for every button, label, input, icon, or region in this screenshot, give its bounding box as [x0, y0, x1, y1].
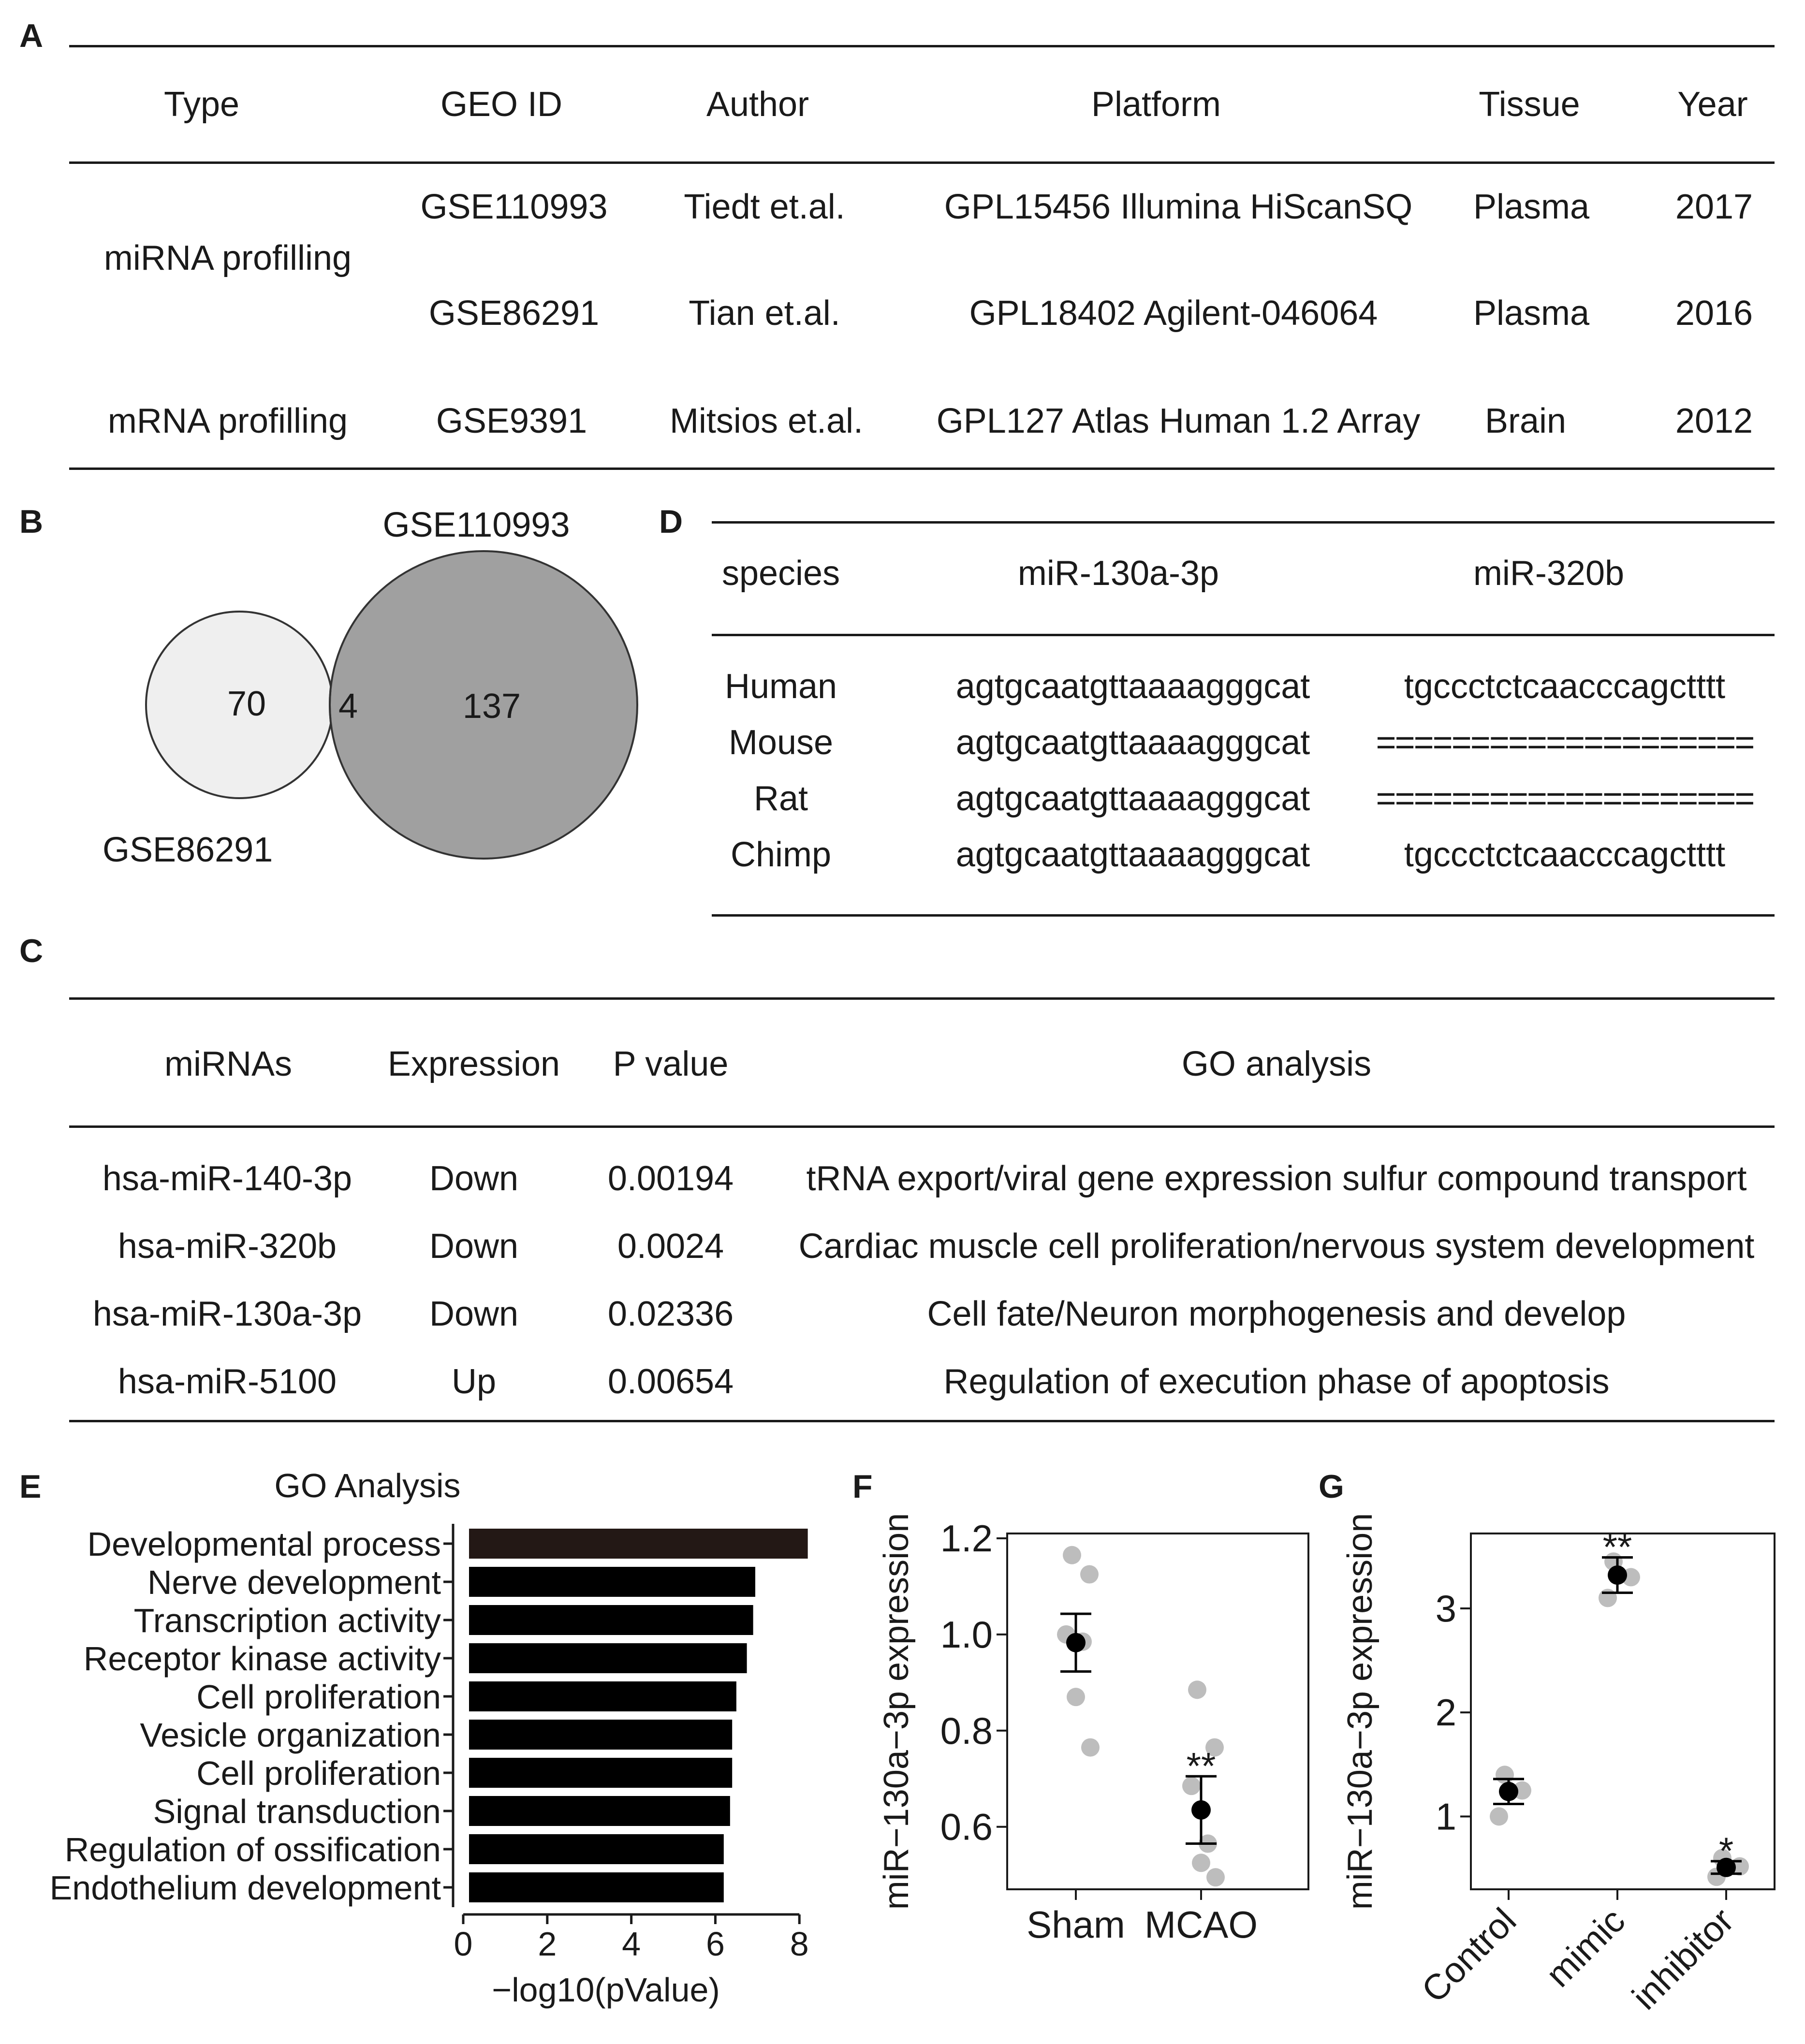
table-row-mir130-seq: agtgcaatgttaaaagggcat [955, 723, 1310, 762]
table-row-go: Cardiac muscle cell proliferation/nervous system development [798, 1227, 1755, 1266]
chart-e-category-label: Cell proliferation [196, 1754, 441, 1792]
table-row-species: Chimp [730, 835, 832, 874]
venn-left-count: 70 [227, 685, 266, 723]
chart-g-y-tick-label: 1 [1435, 1795, 1456, 1838]
table-row-go: tRNA export/viral gene expression sulfur compound transport [806, 1159, 1747, 1198]
chart-f-y-tick-label: 0.8 [940, 1709, 993, 1752]
chart-e-category-label: Signal transduction [153, 1793, 441, 1830]
table-row-geo: GSE110993 [420, 188, 608, 226]
table-row-species: Mouse [728, 723, 834, 762]
chart-e-bar [469, 1872, 724, 1902]
chart-g-data-point [1496, 1766, 1514, 1784]
chart-e-bar [469, 1758, 732, 1788]
chart-g-significance: * [1718, 1829, 1734, 1872]
table-row-mirna: hsa-miR-5100 [117, 1362, 337, 1401]
chart-e-bar [469, 1796, 730, 1826]
chart-e-bar [469, 1720, 732, 1750]
panel-label-e: E [19, 1468, 42, 1505]
table-row-mir320-seq: tgccctctcaacccagctttt [1404, 667, 1726, 706]
chart-g-mean-point [1608, 1565, 1627, 1585]
table-d-header-mir320: miR-320b [1473, 554, 1625, 593]
table-row-pvalue: 0.0024 [617, 1227, 724, 1266]
table-row-author: Mitsios et.al. [669, 402, 864, 440]
table-d-header-mir130: miR-130a-3p [1017, 554, 1219, 593]
table-row-tissue: Brain [1484, 402, 1567, 440]
chart-e-bar [469, 1567, 755, 1597]
table-a-header-geo: GEO ID [440, 85, 563, 124]
chart-e-category-label: Receptor kinase activity [83, 1640, 441, 1678]
table-row-geo: GSE86291 [428, 294, 600, 333]
chart-f-data-point [1080, 1565, 1099, 1584]
chart-f-y-label: miR−130a−3p expression [877, 1513, 916, 1910]
chart-f-data-point [1206, 1868, 1225, 1886]
chart-e-category-label: Nerve development [147, 1563, 441, 1601]
panel-label-c: C [19, 933, 44, 969]
chart-e-bar [469, 1834, 724, 1864]
table-row-expression: Down [429, 1295, 519, 1333]
table-c-header-go: GO analysis [1181, 1045, 1372, 1083]
panel-label-b: B [19, 503, 44, 540]
table-c-header-pvalue: P value [613, 1045, 729, 1083]
table-a-header-platform: Platform [1091, 85, 1221, 124]
table-row-author: Tiedt et.al. [684, 188, 845, 226]
table-a-header-tissue: Tissue [1479, 85, 1580, 124]
chart-f-y-tick-label: 1.2 [940, 1517, 993, 1560]
table-row-tissue: Plasma [1473, 294, 1590, 333]
table-c-header-expression: Expression [387, 1045, 560, 1083]
chart-e-category-label: Endothelium development [49, 1869, 441, 1907]
table-row-mirna: hsa-miR-130a-3p [92, 1295, 362, 1333]
panel-label-a: A [19, 17, 44, 54]
table-row-platform: GPL18402 Agilent-046064 [969, 294, 1378, 333]
table-row-author: Tian et.al. [689, 294, 840, 333]
chart-e-x-label: −log10(pValue) [492, 1971, 720, 2009]
table-row-tissue: Plasma [1473, 188, 1590, 226]
table-row-pvalue: 0.00194 [607, 1159, 734, 1198]
chart-e-x-tick-label: 2 [538, 1925, 557, 1963]
chart-e-category-label: Regulation of ossification [64, 1831, 441, 1869]
table-row-year: 2017 [1675, 188, 1753, 226]
table-row-platform: GPL127 Atlas Human 1.2 Array [936, 402, 1421, 440]
venn-right-count: 137 [462, 687, 521, 726]
table-a-header-author: Author [706, 85, 809, 124]
panel-label-f: F [852, 1468, 873, 1505]
chart-f-frame [1007, 1533, 1308, 1889]
chart-f-data-point [1188, 1680, 1206, 1699]
chart-e-title: GO Analysis [274, 1467, 461, 1504]
chart-e-category-label: Developmental process [87, 1525, 441, 1563]
table-row-mir130-seq: agtgcaatgttaaaagggcat [955, 835, 1310, 874]
chart-e-x-tick-label: 0 [454, 1925, 473, 1963]
table-row-species: Rat [753, 779, 808, 818]
chart-e-category-label: Vesicle organization [140, 1716, 441, 1754]
panel-label-g: G [1319, 1468, 1344, 1505]
chart-g-x-tick-label: Control [1413, 1900, 1524, 2011]
chart-g-y-label: miR−130a−3p expression [1341, 1513, 1379, 1910]
chart-g-mean-point [1499, 1782, 1518, 1801]
chart-e-bar [469, 1643, 747, 1673]
chart-e-x-tick-label: 8 [790, 1925, 809, 1963]
table-row-mir320-seq: ==================== [1376, 779, 1754, 818]
chart-g-data-point [1490, 1807, 1508, 1825]
chart-g-data-point [1599, 1589, 1617, 1607]
chart-g-x-tick-label: mimic [1538, 1900, 1633, 1995]
table-row-mir130-seq: agtgcaatgttaaaagggcat [955, 667, 1310, 706]
table-row-geo: GSE9391 [436, 402, 587, 440]
panel-label-d: D [659, 503, 683, 540]
table-row-year: 2012 [1675, 402, 1753, 440]
table-row-mir320-seq: ==================== [1376, 723, 1754, 762]
venn-right-label: GSE110993 [382, 506, 570, 544]
chart-e-bar [469, 1681, 736, 1711]
chart-f-x-tick-label: MCAO [1145, 1903, 1258, 1946]
table-row-mir320-seq: tgccctctcaacccagctttt [1404, 835, 1726, 874]
venn-overlap-count: 4 [338, 687, 358, 726]
chart-f-data-point [1063, 1546, 1081, 1564]
chart-e-category-label: Transcription activity [133, 1602, 441, 1639]
table-row-year: 2016 [1675, 294, 1753, 333]
chart-f-mean-point [1191, 1800, 1211, 1820]
table-row-expression: Down [429, 1227, 519, 1266]
chart-f-data-point [1067, 1688, 1085, 1706]
table-a-header-type: Type [163, 85, 240, 124]
chart-f-data-point [1192, 1854, 1210, 1872]
table-row-expression: Up [451, 1362, 497, 1401]
chart-f-y-tick-label: 0.6 [940, 1805, 993, 1848]
chart-g-y-tick-label: 2 [1435, 1691, 1456, 1734]
chart-f-mean-point [1066, 1633, 1086, 1652]
table-a-type-mrna: mRNA profilling [107, 402, 348, 440]
table-row-platform: GPL15456 Illumina HiScanSQ [944, 188, 1413, 226]
table-row-go: Regulation of execution phase of apoptosis [943, 1362, 1610, 1401]
table-row-pvalue: 0.02336 [607, 1295, 734, 1333]
table-d-header-species: species [721, 554, 840, 593]
table-row-pvalue: 0.00654 [607, 1362, 734, 1401]
chart-g-y-tick-label: 3 [1435, 1587, 1456, 1630]
table-c-header-mirnas: miRNAs [164, 1045, 292, 1083]
chart-e-x-tick-label: 4 [622, 1925, 641, 1963]
chart-g-x-tick-label: inhibitor [1624, 1900, 1742, 2017]
table-row-expression: Down [429, 1159, 519, 1198]
chart-e-x-tick-label: 6 [705, 1925, 725, 1963]
chart-e-bar [469, 1605, 753, 1635]
chart-e-bar [469, 1529, 808, 1559]
venn-left-label: GSE86291 [103, 831, 273, 869]
chart-e-category-label: Cell proliferation [196, 1678, 441, 1716]
table-row-species: Human [724, 667, 837, 706]
table-row-mirna: hsa-miR-140-3p [102, 1159, 352, 1198]
table-row-mirna: hsa-miR-320b [117, 1227, 337, 1266]
chart-f-significance: ** [1186, 1744, 1216, 1787]
table-row-go: Cell fate/Neuron morphogenesis and develop [927, 1295, 1626, 1333]
chart-g-significance: ** [1602, 1525, 1632, 1568]
table-a-type-mirna: miRNA profilling [103, 239, 352, 277]
chart-f-data-point [1081, 1738, 1100, 1757]
table-a-header-year: Year [1677, 85, 1748, 124]
chart-f-y-tick-label: 1.0 [940, 1613, 993, 1656]
chart-f-x-tick-label: Sham [1027, 1903, 1125, 1946]
table-row-mir130-seq: agtgcaatgttaaaagggcat [955, 779, 1310, 818]
